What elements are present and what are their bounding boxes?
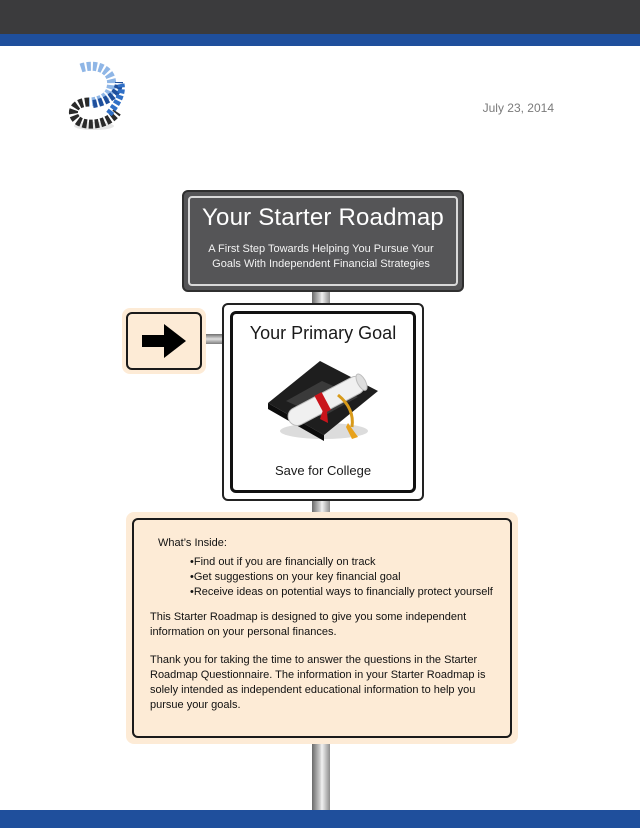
list-item: • Get suggestions on your key financial goal xyxy=(190,570,502,585)
info-heading: What’s Inside: xyxy=(158,537,227,549)
subtitle-line-2: Goals With Independent Financial Strategies xyxy=(212,258,430,270)
top-accent-stripe xyxy=(0,34,640,46)
arrow-sign xyxy=(122,308,206,374)
goal-title: Your Primary Goal xyxy=(249,323,397,343)
subtitle-line-1: A First Step Towards Helping You Pursue Your xyxy=(208,243,434,255)
info-list xyxy=(150,555,502,600)
right-arrow-icon xyxy=(142,324,186,358)
page-title: Your Starter Roadmap xyxy=(202,204,444,231)
info-sign xyxy=(126,512,518,744)
info-paragraph-1: This Starter Roadmap is designed to give you some independent information on your personal finances. xyxy=(150,611,467,638)
goal-sign xyxy=(222,303,424,501)
report-date: July 23, 2014 xyxy=(482,101,554,115)
list-item: • Receive ideas on potential ways to financially protect yourself xyxy=(190,585,502,600)
info-paragraph-2: Thank you for taking the time to answer the questions in the Starter Roadmap Questionnaire. The information in your Starter Roadmap is solely intended as independent educational information to help you pursue your goals. xyxy=(150,654,486,711)
page-subtitle xyxy=(204,242,438,272)
goal-label: Save for College xyxy=(274,463,372,478)
list-item: • Find out if you are financially on track xyxy=(190,555,502,570)
top-bar xyxy=(0,0,640,34)
info-content xyxy=(150,536,502,726)
bottom-accent-stripe xyxy=(0,810,640,828)
swirl-logo-icon xyxy=(64,60,126,132)
title-sign xyxy=(182,190,464,292)
graduation-cap-diploma-icon xyxy=(262,351,384,447)
